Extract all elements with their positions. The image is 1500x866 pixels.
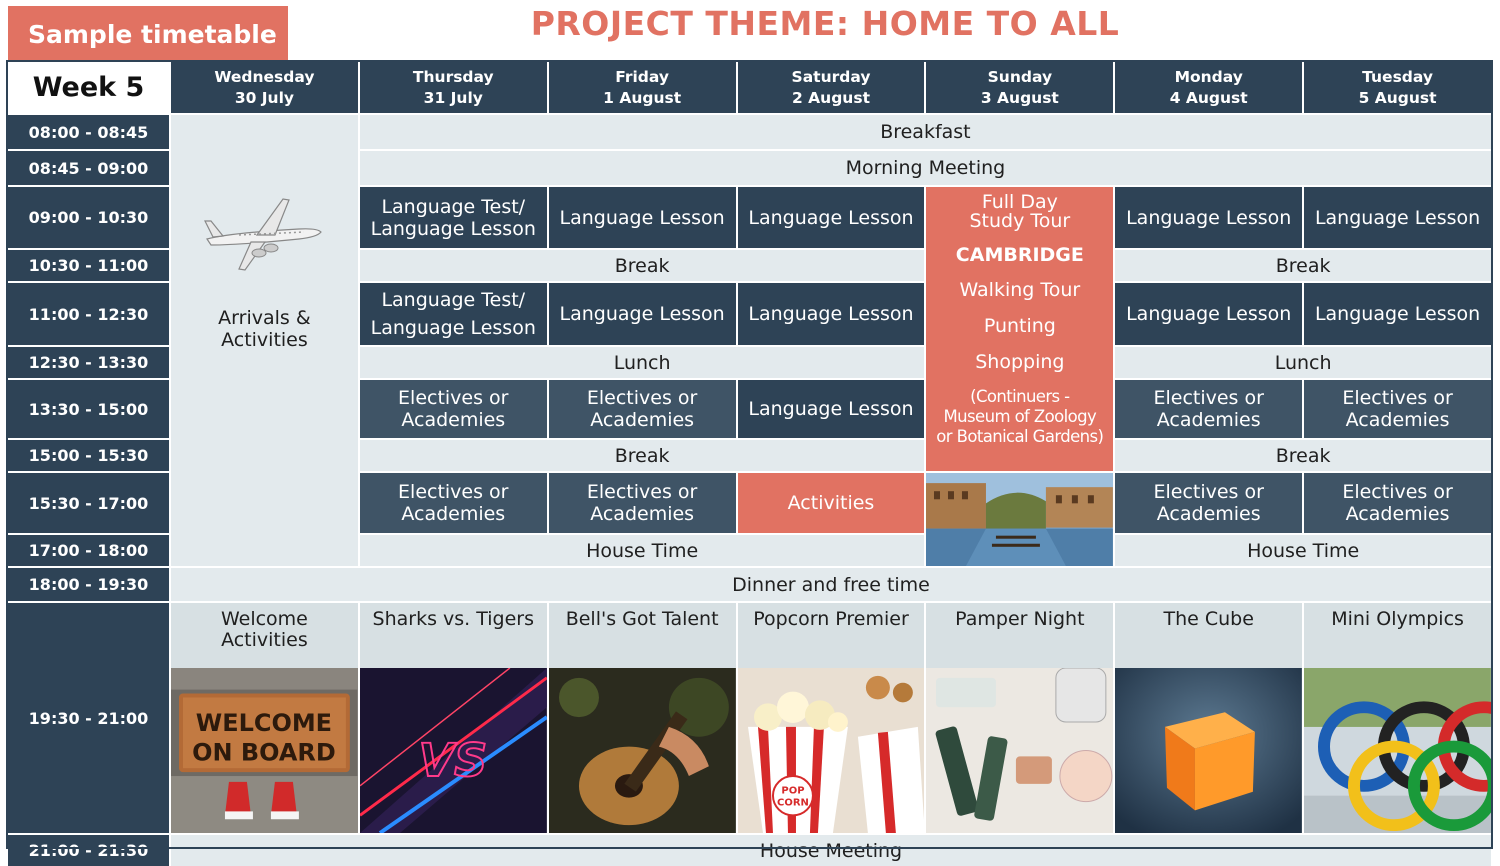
breakfast-cell: Breakfast	[360, 115, 1491, 149]
day-header-wednesday: Wednesday 30 July	[171, 62, 358, 113]
electives-cell: Electives or Academies	[1304, 473, 1491, 533]
svg-text:WELCOME: WELCOME	[195, 709, 333, 737]
language-lesson-cell: Language Lesson	[1304, 283, 1491, 345]
dinner-cell: Dinner and free time	[171, 568, 1491, 601]
day-header-friday: Friday 1 August	[549, 62, 736, 113]
cambridge-study-tour-cell: Full Day Study Tour CAMBRIDGE Walking Tour Punting Shopping (Continuers - Museum of Zoology or Botanical Gardens)	[926, 187, 1113, 471]
electives-cell: Electives or Academies	[549, 380, 736, 438]
timetable-grid	[8, 62, 1491, 862]
language-lesson-cell: Language Lesson	[738, 380, 925, 438]
welcome-doormat-photo	[171, 668, 358, 833]
svg-text:VS: VS	[418, 734, 488, 787]
popcorn-photo	[738, 668, 925, 833]
house-meeting-cell: House Meeting	[171, 835, 1491, 866]
electives-cell: Electives or Academies	[1115, 473, 1302, 533]
language-lesson-cell: Language Lesson	[549, 187, 736, 248]
time-slot: 08:45 - 09:00	[8, 151, 169, 185]
guitar-photo	[549, 668, 736, 833]
continuers-note: (Continuers - Museum of Zoology or Botanical Gardens)	[936, 387, 1104, 446]
electives-cell: Electives or Academies	[1115, 380, 1302, 438]
time-slot: 13:30 - 15:00	[8, 380, 169, 438]
time-slot: 10:30 - 11:00	[8, 250, 169, 281]
language-lesson-cell: Language Lesson	[549, 283, 736, 345]
lunch-cell: Lunch	[1115, 347, 1491, 378]
electives-cell: Electives or Academies	[360, 380, 547, 438]
day-header-thursday: Thursday 31 July	[360, 62, 547, 113]
evening-event-the-cube	[1115, 603, 1302, 833]
time-slot: 15:30 - 17:00	[8, 473, 169, 533]
skincare-photo	[926, 668, 1113, 833]
project-theme-title: PROJECT THEME: HOME TO ALL	[530, 4, 1120, 43]
language-lesson-cell: Language Lesson	[1115, 283, 1302, 345]
time-slot: 17:00 - 18:00	[8, 535, 169, 566]
evening-event-popcorn-premier	[738, 603, 925, 833]
event-label: The Cube	[1163, 608, 1254, 630]
time-slot: 18:00 - 19:30	[8, 568, 169, 601]
event-label: Mini Olympics	[1331, 608, 1464, 630]
evening-event-welcome	[171, 603, 358, 833]
electives-cell: Electives or Academies	[549, 473, 736, 533]
activities-cell: Activities	[738, 473, 925, 533]
svg-text:CORN: CORN	[776, 797, 809, 809]
event-label: Pamper Night	[955, 608, 1085, 630]
evening-event-pamper-night	[926, 603, 1113, 833]
sample-timetable-tab: Sample timetable	[8, 6, 288, 62]
language-lesson-cell: Language Lesson	[1115, 187, 1302, 248]
time-slot: 12:30 - 13:30	[8, 347, 169, 378]
evening-event-bells-got-talent	[549, 603, 736, 833]
time-slot: 15:00 - 15:30	[8, 440, 169, 471]
day-header-sunday: Sunday 3 August	[926, 62, 1113, 113]
orange-cube-photo	[1115, 668, 1302, 833]
morning-meeting-cell: Morning Meeting	[360, 151, 1491, 185]
neon-vs-photo	[360, 668, 547, 833]
day-header-monday: Monday 4 August	[1115, 62, 1302, 113]
language-lesson-cell: Language Lesson	[738, 283, 925, 345]
time-slot: 11:00 - 12:30	[8, 283, 169, 345]
break-cell: Break	[1115, 250, 1491, 281]
event-label: Bell's Got Talent	[565, 608, 719, 630]
house-time-cell: House Time	[1115, 535, 1491, 566]
break-cell: Break	[1115, 440, 1491, 471]
break-cell: Break	[360, 440, 925, 471]
event-label: Sharks vs. Tigers	[372, 608, 535, 630]
event-label: Welcome Activities	[220, 608, 308, 651]
electives-cell: Electives or Academies	[360, 473, 547, 533]
cambridge-river-photo	[926, 473, 1113, 566]
day-header-tuesday: Tuesday 5 August	[1304, 62, 1491, 113]
airplane-icon	[199, 193, 329, 283]
evening-event-mini-olympics	[1304, 603, 1491, 833]
time-slot: 08:00 - 08:45	[8, 115, 169, 149]
break-cell: Break	[360, 250, 925, 281]
language-test-cell: Language Test/ Language Lesson	[360, 187, 547, 248]
event-label: Popcorn Premier	[753, 608, 909, 630]
time-slot: 21:00 - 21:30	[8, 835, 169, 866]
language-test-cell: Language Test/ Language Lesson	[360, 283, 547, 345]
svg-text:ON BOARD: ON BOARD	[192, 738, 336, 767]
arrivals-cell	[171, 115, 358, 566]
electives-cell: Electives or Academies	[1304, 380, 1491, 438]
week-label: Week 5	[8, 62, 169, 113]
svg-text:POP: POP	[780, 785, 805, 797]
time-slot: 09:00 - 10:30	[8, 187, 169, 248]
house-time-cell: House Time	[360, 535, 925, 566]
day-header-saturday: Saturday 2 August	[738, 62, 925, 113]
olympic-rings-photo	[1304, 668, 1491, 833]
time-slot: 19:30 - 21:00	[8, 603, 169, 833]
lunch-cell: Lunch	[360, 347, 925, 378]
evening-event-sharks-vs-tigers	[360, 603, 547, 833]
language-lesson-cell: Language Lesson	[1304, 187, 1491, 248]
language-lesson-cell: Language Lesson	[738, 187, 925, 248]
arrivals-label: Arrivals & Activities	[218, 307, 311, 351]
